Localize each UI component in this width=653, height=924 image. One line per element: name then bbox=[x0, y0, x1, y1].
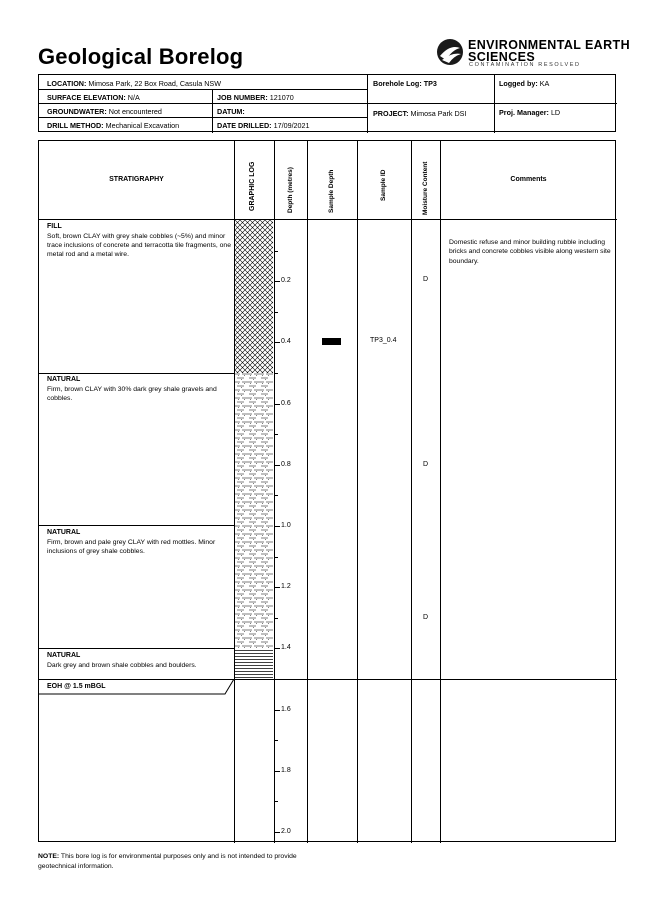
surface-elevation-field: SURFACE ELEVATION: N/A bbox=[47, 93, 140, 102]
layer-1-title: FILL bbox=[47, 223, 62, 230]
depth-label: 0.8 bbox=[281, 461, 291, 468]
depth-tick bbox=[274, 342, 280, 343]
sample-depth-header: Sample Depth bbox=[328, 169, 335, 213]
sample-id-value: TP3_0.4 bbox=[370, 337, 397, 344]
groundwater-field: GROUNDWATER: Not encountered bbox=[47, 107, 162, 116]
layer-2-description: Firm, brown CLAY with 30% dark grey shale gravels and cobbles. bbox=[47, 386, 217, 403]
layer-2-title: NATURAL bbox=[47, 376, 81, 383]
moisture-value-2: D bbox=[423, 461, 429, 468]
depth-label: 1.4 bbox=[281, 644, 291, 651]
footnote: NOTE: This bore log is for environmental purposes only and is not intended to provide geotechnical information. bbox=[38, 853, 297, 870]
layer-3-description: Firm, brown and pale grey CLAY with red mottles. Minor inclusions of grey shale cobbles. bbox=[47, 539, 216, 556]
depth-tick bbox=[274, 526, 280, 527]
layer-1-description: Soft, brown CLAY with grey shale cobbles (~5%) and minor trace inclusions of concrete and terracotta tile fragments, one metal rod and a metal wire. bbox=[47, 233, 231, 259]
header-table bbox=[38, 74, 616, 132]
depth-label: 1.0 bbox=[281, 522, 291, 529]
depth-label: 1.2 bbox=[281, 583, 291, 590]
sample-id-header: Sample ID bbox=[380, 169, 387, 201]
eoh-label: EOH @ 1.5 mBGL bbox=[47, 683, 106, 690]
page-title: Geological Borelog bbox=[38, 44, 244, 69]
depth-label: 1.6 bbox=[281, 706, 291, 713]
moisture-value-1: D bbox=[423, 276, 429, 283]
borelog-table bbox=[38, 140, 616, 842]
drill-method-field: DRILL METHOD: Mechanical Excavation bbox=[47, 121, 180, 130]
clay-pattern bbox=[235, 373, 273, 649]
date-drilled-field: DATE DRILLED: 17/09/2021 bbox=[217, 121, 310, 130]
moisture-value-3: D bbox=[423, 614, 429, 621]
depth-tick bbox=[274, 771, 280, 772]
depth-label: 0.4 bbox=[281, 338, 291, 345]
comment-text: Domestic refuse and minor building rubble including bricks and concrete cobbles visible along western site boundary. bbox=[449, 239, 611, 265]
location-field: LOCATION: Mimosa Park, 22 Box Road, Casula NSW bbox=[47, 79, 222, 88]
depth-tick bbox=[274, 434, 278, 435]
sample-depth-marker bbox=[322, 338, 341, 345]
borehole-log-field: Borehole Log: TP3 bbox=[373, 79, 437, 88]
rock-pattern bbox=[235, 649, 273, 679]
depth-tick bbox=[274, 495, 278, 496]
depth-tick bbox=[274, 251, 278, 252]
depth-tick bbox=[274, 465, 280, 466]
fill-pattern bbox=[235, 220, 273, 373]
depth-label: 0.2 bbox=[281, 277, 291, 284]
project-manager-field: Proj. Manager: LD bbox=[499, 108, 561, 117]
depth-tick bbox=[274, 281, 280, 282]
depth-label: 0.6 bbox=[281, 400, 291, 407]
depth-tick bbox=[274, 312, 278, 313]
datum-field: DATUM: bbox=[217, 107, 245, 116]
logo-line2: SCIENCES bbox=[468, 50, 536, 64]
logo-tagline: CONTAMINATION RESOLVED bbox=[469, 62, 581, 68]
layer-4-description: Dark grey and brown shale cobbles and boulders. bbox=[47, 662, 197, 669]
depth-label: 1.8 bbox=[281, 767, 291, 774]
depth-tick bbox=[274, 587, 280, 588]
depth-tick bbox=[274, 404, 280, 405]
stratigraphy-header: STRATIGRAPHY bbox=[109, 176, 164, 183]
eesi-leaf-logo-icon bbox=[436, 38, 464, 66]
graphic-log-header: GRAPHIC LOG bbox=[249, 161, 256, 211]
graphic-log bbox=[235, 220, 274, 679]
depth-tick bbox=[274, 618, 278, 619]
moisture-header: Moisture Content bbox=[422, 161, 429, 215]
depth-tick bbox=[274, 648, 280, 649]
logged-by-field: Logged by: KA bbox=[499, 79, 550, 88]
depth-tick bbox=[274, 740, 278, 741]
depth-label: 2.0 bbox=[281, 828, 291, 835]
logo-line1: ENVIRONMENTAL EARTH bbox=[468, 38, 631, 52]
layer-4-title: NATURAL bbox=[47, 652, 81, 659]
depth-tick bbox=[274, 373, 278, 374]
depth-header: Depth (metres) bbox=[287, 167, 294, 213]
depth-tick bbox=[274, 557, 278, 558]
job-number-field: JOB NUMBER: 121070 bbox=[217, 93, 294, 102]
depth-tick bbox=[274, 710, 280, 711]
project-field: PROJECT: Mimosa Park DSI bbox=[373, 109, 467, 118]
comments-header: Comments bbox=[510, 176, 547, 183]
layer-3-title: NATURAL bbox=[47, 529, 81, 536]
depth-tick bbox=[274, 832, 280, 833]
depth-tick bbox=[274, 801, 278, 802]
depth-tick bbox=[274, 679, 278, 680]
